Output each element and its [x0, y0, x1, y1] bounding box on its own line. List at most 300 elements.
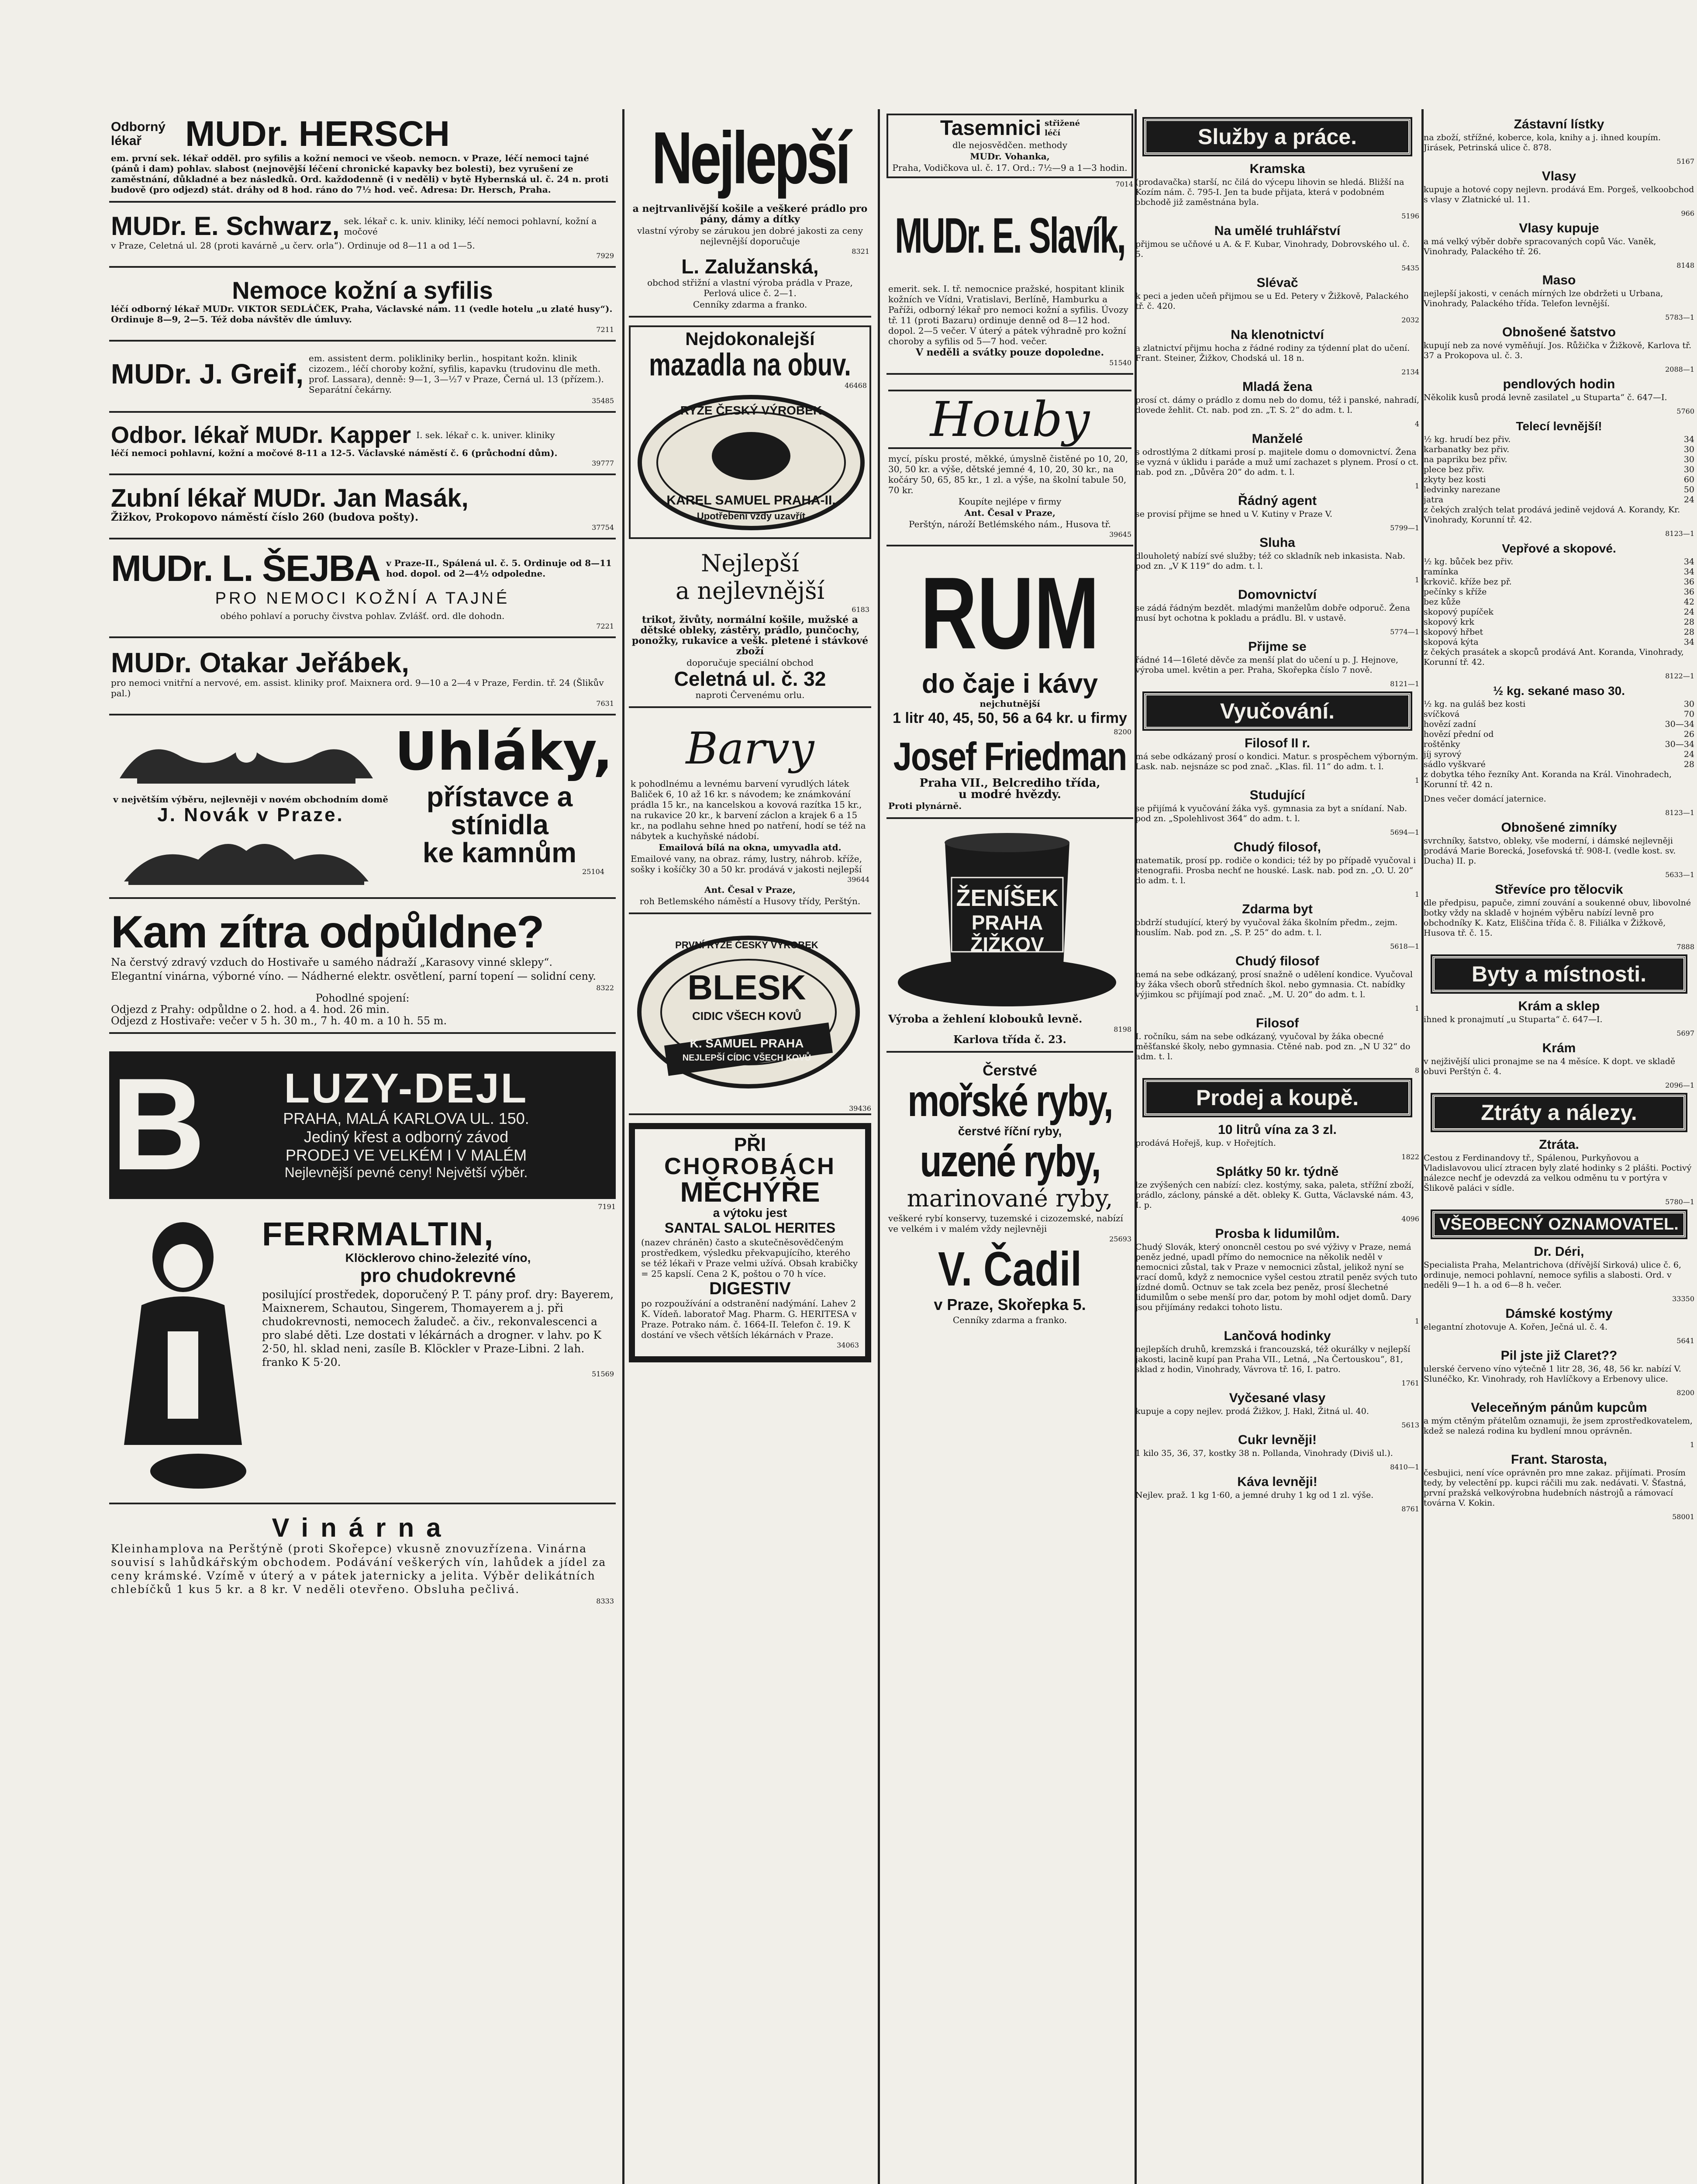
classified-text: v nejživější ulici pronajme se na 4 měsíce. K dopt. ve skladě obuvi Perštýn č. 4.: [1424, 1057, 1676, 1076]
classified-heading: 10 litrů vína za 3 zl.: [1218, 1123, 1337, 1137]
ad-number: 8200: [1114, 728, 1131, 736]
classified-heading: Zástavní lístky: [1514, 117, 1604, 131]
ad-number: 7191: [598, 1203, 616, 1211]
ad-title: Kam zítra odpůldne?: [111, 907, 544, 957]
price-item: hovězí zadní: [1424, 719, 1476, 729]
ad-text: u modré hvězdy.: [959, 788, 1061, 801]
tin-text: K. SAMUEL PRAHA: [690, 1037, 804, 1050]
price-value: 30—34: [1665, 740, 1694, 749]
classified-text: Chudý Slovák, který ononcněl cestou po své výživy v Praze, nemá peněz jedné, upadl přímo do nemocnice na několik neděl v nemocnici zůstal, tak v Praze v nemocnici zůstal, jelikož nyní se vrací domů, když z nemocnice vyšel cestou ztratil peněz svých tuto jízdné domů. Octnuv se tak zcela bez peněz, prosí šlechetné lidumilům o sebe menší pro dar, potom by mohl odjet domů. Dary jsou přijímány redakci tohoto listu.: [1135, 1242, 1418, 1312]
classified-heading: Vlasy: [1542, 169, 1576, 183]
ad-name: Josef Friedman: [893, 734, 1127, 779]
classified-number: 5196: [1401, 212, 1419, 220]
classified-list: [1135, 162, 1419, 688]
classified-number: 1: [1414, 1317, 1419, 1325]
ad-title: a nejlevnější: [675, 577, 825, 605]
price-row: [1424, 567, 1694, 577]
classified-heading: Dámské kostýmy: [1505, 1306, 1613, 1321]
classified-number: 5760: [1676, 407, 1694, 415]
ad-number: 7211: [596, 325, 614, 334]
price-row: [1424, 445, 1694, 455]
ad-text: Výroba a žehlení klobouků levně.: [888, 1013, 1083, 1025]
classified-text: ihned k pronajmutí „u Stuparta“ č. 647—I.: [1424, 1015, 1603, 1024]
ad-number: 8321: [852, 247, 869, 256]
price-item: ramínka: [1424, 567, 1459, 577]
classified-heading: Sluha: [1259, 536, 1295, 550]
price-item: karbanatky bez přiv.: [1424, 445, 1510, 454]
ad-title: Nejlepší: [701, 549, 799, 577]
classified-number: 5613: [1401, 1421, 1419, 1429]
classified-heading: Filosof II r.: [1244, 736, 1310, 750]
price-item: ½ kg. na guláš bez kosti: [1424, 699, 1526, 709]
ad-houby: [886, 383, 1133, 546]
price-row: [1424, 617, 1694, 627]
ad-number: 35485: [592, 397, 614, 405]
price-value: 42: [1683, 597, 1694, 607]
classified-heading: pendlových hodin: [1503, 377, 1615, 391]
ad-title: Barvy: [686, 723, 814, 774]
price-list-number: 8123—1: [1665, 809, 1694, 817]
classified-number: 1: [1414, 1004, 1419, 1013]
classified-text: přijmou se učňové u A. & F. Kubar, Vinohrady, Dobrovského ul. č. 5.: [1135, 239, 1410, 259]
ad-text: Kleinhamplova na Perštýně (proti Skořepce) vkusně znovuzřízena. Vinárna souvisí s lahůdkářským obchodem. Podávání veškerých vín, lahůdek a jídel za ceny krámské. Vzímě v úterý a v pátek jaternicky a jelita. Výběr delikátních chlebíčků 1 kus 5 kr. a 8 kr. V neděli otevřeno. Obsluha pečlivá.: [111, 1542, 607, 1596]
classified-heading: Manželé: [1252, 432, 1303, 446]
classified-heading: Střevíce pro tělocvik: [1495, 882, 1623, 897]
price-list-heading: ½ kg. sekané maso 30.: [1493, 684, 1625, 698]
classified-number: 4096: [1401, 1215, 1419, 1223]
ad-text: Pohodlné spojení:: [315, 992, 410, 1004]
price-row: [1424, 729, 1694, 740]
classified-number: 33350: [1672, 1295, 1694, 1303]
ad-title: Houby: [888, 390, 1131, 449]
classified-number: 8200: [1676, 1389, 1694, 1397]
classified-text: řádné 14—16leté děvče za menší plat do učení u p. J. Hejnove, výroba umel. květin a per. Praha, Skořepka číslo 7 nově.: [1135, 655, 1398, 675]
classified-heading: Na klenotnictví: [1231, 328, 1324, 342]
ad-cadil: [886, 1061, 1133, 1331]
price-item: jatra: [1424, 495, 1444, 505]
classified-text: elegantní zhotovuje A. Kořen, Ječná ul. č. 4.: [1424, 1322, 1608, 1332]
classified-heading: Přijme se: [1248, 639, 1307, 654]
classified-number: 1: [1414, 576, 1419, 584]
ad-hersch: [109, 114, 616, 203]
ad-text: v Praze, Celetná ul. 28 (proti kavárně „u červ. orla“). Ordinuje od 8—11 a od 1—5.: [111, 240, 475, 251]
nurse-illustration-icon: [111, 1218, 255, 1497]
ad-text: obého pohlaví a poruchy čivstva pohlav. Zvlášť. ord. dle dohodn.: [220, 611, 505, 621]
price-row: [1424, 435, 1694, 445]
classified-text: Specialista Praha, Melantrichova (dřívější Sirková) ulice č. 6, ordinuje, nemoci pohlavní, nemoce syfilis a slabosti. Ord. v neděli 9—1 h. a od 6—8 h. večer.: [1424, 1260, 1682, 1290]
ad-text: Perštýn, nároží Betlémského nám., Husova tř.: [909, 519, 1111, 529]
price-row: [1424, 475, 1694, 485]
ad-blesk: [629, 922, 871, 1115]
ad-title: MUDr. E. Slavík,: [895, 208, 1125, 264]
classified-number: 1: [1414, 890, 1419, 898]
classified-heading: Studující: [1249, 788, 1305, 802]
ad-title: RUM: [920, 556, 1100, 670]
ad-title: mazadla na obuv.: [649, 346, 851, 383]
classified-heading: Zdarma byt: [1242, 902, 1313, 916]
classified-text: na zboží, střížné, koberce, kola, knihy a j. ihned koupím. Jirásek, Petrinská ulice č. 878.: [1424, 133, 1661, 152]
ad-title: marinované ryby,: [907, 1185, 1113, 1212]
ad-title: přístavce a: [426, 781, 573, 812]
section-heading: Byty a místnosti.: [1432, 956, 1686, 992]
price-item: pečínky s kříže: [1424, 587, 1487, 597]
column-3: [886, 114, 1133, 2184]
classified-number: 2088—1: [1665, 365, 1694, 373]
classified-list: [1424, 1137, 1694, 1206]
ad-schedule-row: Odjezd z Hostivaře: večer v 5 h. 30 m., 7 h. 40 m. a 10 h. 55 m.: [111, 1015, 447, 1027]
price-list: [1424, 541, 1694, 680]
ad-text: Elegantní vinárna, výborné víno. — Nádherné elektr. osvětlení, parní topení — solidní ceny.: [111, 970, 596, 982]
price-item: svíčková: [1424, 709, 1460, 719]
price-row: [1424, 577, 1694, 587]
ad-text: doporučuje speciální obchod: [686, 657, 814, 668]
ad-text: pro chudokrevné: [360, 1265, 516, 1286]
ad-text: Emailová bílá na okna, umyvadla atd.: [659, 842, 842, 853]
ad-name: J. Novák v Praze.: [157, 804, 344, 826]
classified-heading: Pil jste již Claret??: [1500, 1348, 1618, 1363]
classified-number: 5633—1: [1665, 871, 1694, 879]
price-row: [1424, 750, 1694, 760]
price-row: [1424, 627, 1694, 637]
ad-number: 34063: [837, 1341, 859, 1349]
ad-text: Na čerstvý zdravý vzduch do Hostivaře u samého nádraží „Karasovy vinné sklepy“.: [111, 956, 553, 968]
ad-title: MUDr. L. ŠEJBA: [111, 548, 380, 589]
ad-text: V neděli a svátky pouze dopoledne.: [915, 347, 1104, 358]
ad-name: L. Zalužanská,: [681, 255, 819, 278]
ad-letter: B: [111, 1051, 206, 1197]
classified-number: 8761: [1401, 1505, 1419, 1513]
ad-text: v Praze-II., Spálená ul. č. 5. Ordinuje od 8—11 hod. dopol. od 2—4½ odpoledne.: [386, 558, 612, 579]
ad-vinarna: [109, 1512, 616, 1611]
ad-text: Praha, Vodičkova ul. č. 17. Ord.: 7½—9 a 1—3 hodin.: [892, 162, 1128, 173]
ad-number: 51569: [592, 1370, 614, 1378]
classified-text: nejlepších druhů, kremzská i francouzská, též okurálky v nejlepší jakosti, lacině kupí pan Praha VII., Letná, „Na Čertouskou“, 81, sklad z hodin, Vinohrady, Vávrova tř. 16, I. patro.: [1135, 1344, 1411, 1374]
classified-number: 5799—1: [1390, 524, 1419, 532]
ad-number: 7631: [596, 699, 614, 708]
ad-number: 25104: [582, 867, 604, 876]
price-value: 28: [1683, 617, 1694, 627]
tin-text: Upotřebení vždy uzavřít: [697, 511, 806, 522]
ad-number: 25693: [1109, 1235, 1131, 1243]
price-item: na papriku bez přiv.: [1424, 455, 1507, 464]
price-row: [1424, 465, 1694, 475]
tin-text: RYZE ČESKÝ VÝROBEK: [680, 404, 822, 417]
price-list-number: 8122—1: [1665, 672, 1694, 680]
ad-text: posilující prostředek, doporučený P. T. pány prof. dry: Bayerem, Maixnerem, Schautou, Singerem, Thomayerem a j. při chudokrevnosti, nemocech žaludeč. a čiv., rekonvalescenci a pro slabé děti. Lze dostati v lékárnách a drogner. v lahv. po K 2·50, hl. sklad neni, zasíle B. Klöckler v Praze-Libni. 2 lah. franko K 5·20.: [262, 1288, 614, 1368]
classified-number: 5694—1: [1390, 828, 1419, 836]
ad-text: 1 litr 40, 45, 50, 56 a 64 kr. u firmy: [893, 710, 1127, 726]
classified-heading: Obnošené zimníky: [1501, 820, 1617, 835]
ad-barvy: [629, 716, 871, 914]
classified-heading: Filosof: [1256, 1016, 1299, 1030]
ad-text: Emailové vany, na obraz. rámy, lustry, náhrob. kříže, sošky i košíčky 30 a 50 kr. prodává v jakosti nejlepší: [631, 854, 862, 874]
column-4: [1135, 114, 1419, 2184]
ad-novak: [109, 723, 616, 899]
ad-title: MUDr. J. Greif,: [111, 358, 304, 390]
classified-list: [1135, 736, 1419, 1075]
ad-number: 46468: [845, 381, 867, 390]
price-item: zkyty bez kosti: [1424, 475, 1486, 484]
ad-title: Nejdokonalejší: [685, 328, 815, 349]
ad-text: a nejtrvanlivější košile a veškeré prádlo pro pány, dámy a dítky: [632, 203, 868, 225]
ad-title: do čaje i kávy: [921, 669, 1098, 699]
section-heading: VŠEOBECNÝ OZNAMOVATEL.: [1432, 1211, 1686, 1237]
classified-text: a mým ctěným přátelům oznamuji, že jsem zprostředkovatelem, kdež se nalezá rodina ku bydlení mnou oprávněn.: [1424, 1416, 1693, 1436]
ad-number: 39777: [592, 459, 614, 467]
ad-text: Koupíte nejlépe v firmy: [958, 496, 1062, 507]
ad-text: veškeré rybí konservy, tuzemské i cizozemské, nabízí ve velkém i v malém vždy nejlevněji: [888, 1213, 1123, 1234]
classified-number: 7888: [1676, 943, 1694, 951]
classified-heading: Na umělé truhlářství: [1214, 224, 1341, 238]
classified-number: 1: [1690, 1441, 1694, 1449]
classified-heading: Chudý filosof,: [1234, 840, 1321, 854]
ad-title: Vinárna: [272, 1513, 453, 1542]
price-value: 30—34: [1665, 719, 1694, 729]
classified-heading: Chudý filosof: [1235, 954, 1319, 968]
ad-text: Klöcklerovo chino-železité víno,: [345, 1251, 531, 1265]
price-list-text: Dnes večer domácí jaternice.: [1424, 794, 1546, 804]
ad-text: mycí, písku prosté, měkké, úmyslně čistěné po 10, 20, 30, 50 kr. a výše, dětské jemné 4, 10, 20, 30 kr., na kočáry 50, 65, 85 kr., 1 zl. a výše, na školní tabule 50, 70 kr.: [888, 453, 1128, 495]
price-list: [1424, 419, 1694, 538]
ad-sejba: [109, 547, 616, 638]
tin-text: CIDIC VŠECH KOVŮ: [692, 1009, 801, 1023]
classified-text: a má velký výběr dobře spracovaných copů Vác. Vaněk, Vinohrady, Palackého tř. 26.: [1424, 237, 1656, 256]
price-item: krkovič. kříže bez př.: [1424, 577, 1512, 587]
classified-heading: Lančová hodinky: [1224, 1329, 1331, 1343]
classified-text: obdrží studující, který by vyučoval žáka školním předm., zejm. houslím. Nab. pod zn. „S. P. 25“ do adm. t. l.: [1135, 918, 1398, 937]
ad-text: Čerstvé: [983, 1062, 1037, 1079]
price-value: 30: [1683, 455, 1694, 464]
classified-list: [1424, 1244, 1694, 1521]
classified-text: se přijímá k vyučování žáka vyš. gymnasia za byt a snídaní. Nab. pod zn. „Spolehlivost 364“ do adm. t. l.: [1135, 804, 1407, 823]
ad-nejlepsi-trikot: [629, 547, 871, 708]
ad-text: Nejlevnější pevné ceny! Největší výběr.: [284, 1164, 528, 1180]
price-value: 30: [1683, 699, 1694, 709]
price-value: 34: [1683, 557, 1694, 567]
classified-number: 4: [1414, 420, 1419, 428]
ad-number: 6183: [852, 605, 869, 614]
ad-title: MĚCHÝŘE: [680, 1176, 820, 1208]
classified-number: 966: [1681, 209, 1694, 218]
price-item: skopový hřbet: [1424, 627, 1483, 637]
column-5: [1424, 114, 1694, 2184]
section-heading: Ztráty a nálezy.: [1432, 1095, 1686, 1130]
classified-text: ulerské červeno víno výtečně 1 litr 28, 36, 48, 56 kr. nabízí V. Slunéčko, Kr. Vinohrady, roh Havlíčkovy a Erbenovy ulice.: [1424, 1364, 1681, 1384]
classified-heading: Krám a sklep: [1518, 999, 1600, 1013]
ad-text: a výtoku jest: [713, 1206, 787, 1220]
ad-number: 51540: [1109, 359, 1131, 367]
ad-ferrmaltin: [109, 1215, 616, 1504]
classified-text: svrchníky, šatstvo, obleky, vše moderní, i dámské nejlevněji prodává Marie Borecká, Josefovská tř. 908-I. (vedle kost. sv. Ducha) II. p.: [1424, 836, 1676, 866]
ad-number: 37754: [592, 523, 614, 532]
ad-name: MUDr. Vohanka,: [970, 151, 1050, 162]
classified-heading: Vlasy kupuje: [1519, 221, 1599, 235]
classified-heading: Řádný agent: [1238, 494, 1317, 508]
classified-text: prodává Hořejš, kup. v Hořejtích.: [1135, 1138, 1276, 1148]
ad-title: LUZY-DEJL: [284, 1064, 528, 1112]
ad-title: MUDr. E. Schwarz,: [111, 211, 340, 241]
classified-number: 5697: [1676, 1029, 1694, 1037]
classified-text: s odrostlýma 2 dítkami prosí p. majitele domu o domovnictví. Žena se vyzná v úklidu i paráde a muž umí zachazet s plynem. Prosí o ct. nab. pod zn. „Důvěra 20“ do adm. t. l.: [1135, 447, 1419, 477]
column-1: [109, 114, 616, 2184]
price-value: 34: [1683, 435, 1694, 444]
classified-number: 58001: [1672, 1513, 1694, 1521]
price-item: hovězí přední od: [1424, 729, 1494, 739]
ad-santal: [629, 1123, 871, 1362]
ad-text: SANTAL SALOL HERITES: [664, 1220, 836, 1236]
ad-greif: [109, 349, 616, 413]
ad-title: Tasemnici: [940, 117, 1042, 140]
ad-title: PŘI: [734, 1134, 766, 1155]
price-item: plece bez přiv.: [1424, 465, 1484, 474]
ad-text: emerit. sek. I. tř. nemocnice pražské, hospitant klinik kožních ve Vídni, Vratislavi, Berlíně, Hamburku a Paříži, odborný lékař pro nemoci kožní a syfilis. Úvozy tř. 11 (proti Bazaru) ordinuje denně od 8—12 hod. dopol. 2—5 večer. V úterý a pátek výhradně pro kožní choroby a syfilis od 5—7 hod. večer.: [888, 283, 1128, 346]
price-row: [1424, 607, 1694, 617]
ad-hostivar: [109, 907, 616, 1034]
classified-text: lze zvýšených cen nabízí: clez. kostýmy, saka, paleta, střížní zboží, prádlo, záclony, pánské a dět. obleky K. Gutta, Václavské nám. 43, I. p.: [1135, 1180, 1414, 1210]
price-item: ½ kg. hrudí bez přiv.: [1424, 435, 1511, 444]
ad-line: PRO NEMOCI KOŽNÍ A TAJNÉ: [215, 589, 510, 608]
classified-heading: Dr. Déri,: [1534, 1244, 1584, 1259]
ad-text: Cenníky zdarma a franko.: [952, 1315, 1067, 1325]
classified-text: česbujici, není více oprávněn pro mne zakaz. přijímati. Prosím tedy, by velectění pp. kupci ráčili mu zak. nedávati. V. Šťastná, první pražská velkovýrobna hudebních nástrojů a rámovací továrna V. Kokin.: [1424, 1468, 1687, 1508]
classified-text: prosí ct. dámy o prádlo z domu neb do domu, též i panské, nahradí, dovede žehlit. Ct. nab. pod zn. „T. S. 2“ do adm. t. l.: [1135, 395, 1419, 415]
section-heading: Vyučování.: [1144, 693, 1411, 729]
ad-number: 7929: [596, 252, 614, 260]
ad-number: 8322: [596, 984, 614, 992]
price-item: sádlo vyškvaré: [1424, 760, 1486, 769]
ad-text: nejchutnější: [980, 698, 1040, 709]
classified-text: (prodavačka) starší, nc čilá do výcepu lihovin se hledá. Bližší na Kozím nám. č. 795-I. Jen ta bude přijata, která v podobném obchodě již zaměstnána byla.: [1135, 177, 1404, 207]
classified-number: 2134: [1401, 368, 1419, 376]
price-list-number: 8123—1: [1665, 529, 1694, 538]
price-value: 30: [1683, 465, 1694, 474]
classified-heading: Prosba k lidumilům.: [1215, 1227, 1340, 1241]
ad-text: po rozpoužívání a odstranění nadýmání. Lahev 2 K. Vídeň. laboratoř Mag. Pharm. G. HERITESA v Praze. Potrako nám. č. 1664-II. Telefon č. 19. K dostání ve všech větších lékárnách v Praze.: [641, 1298, 857, 1340]
tin-illustration: [633, 390, 867, 535]
ad-text: dle nejosvědčen. methody: [952, 140, 1068, 150]
price-item: roštěnky: [1424, 740, 1460, 749]
price-row: [1424, 597, 1694, 607]
classified-heading: Kramska: [1249, 162, 1305, 176]
ad-schwarz: [109, 211, 616, 268]
classified-text: má sebe odkázaný prosí o kondici. Matur. s prospěchem výborným. Lask. nab. nejsnáze sc pod znač. „Klas. fil. 11“ do adm. t. l.: [1135, 752, 1418, 771]
price-row: [1424, 699, 1694, 709]
classified-heading: Káva levněji!: [1237, 1475, 1318, 1489]
classified-heading: Maso: [1542, 273, 1576, 287]
ad-text: naproti Červenému orlu.: [695, 690, 805, 700]
ad-text: (nazev chráněn) často a skutečněsovědčeným prostředkem, výsledku překvapujícího, kterého se též lékaři v Praze velmi užívá. Obsah krabičky = 25 kapslí. Cena 2 K, poštou o 70 h více.: [641, 1237, 858, 1279]
classified-number: 2096—1: [1665, 1081, 1694, 1089]
classified-text: kupují neb za nové vyměňují. Jos. Růžička v Žižkově, Karlova tř. 37 a Prokopova ul. č. 3.: [1424, 341, 1692, 360]
hat-text: ŽENÍŠEK: [956, 885, 1059, 911]
ad-title: Uhláky,: [395, 723, 613, 782]
price-row: [1424, 760, 1694, 770]
ad-text: Žižkov, Prokopovo náměstí číslo 260 (budova pošty).: [111, 511, 419, 523]
price-value: 26: [1683, 729, 1694, 739]
ad-title: Odbor. lékař MUDr. Kapper: [111, 422, 411, 448]
ad-name: Ant. Česal v Praze,: [964, 508, 1055, 518]
ad-text: Karlova třída č. 23.: [953, 1033, 1066, 1046]
price-value: 34: [1683, 637, 1694, 647]
classified-text: Nejlev. praž. 1 kg 1·60, a jemné druhy 1 kg od 1 zl. výše.: [1135, 1490, 1374, 1500]
price-list-text: z čekých prasátek a skopců prodává Ant. Koranda, Vinohrady, Korunní tř. 42.: [1424, 647, 1684, 667]
ad-text: k pohodlnému a levnému barvení vyrudlých látek Baliček 6, 10 až 16 kr. s návodem; ke známkování prádla 15 kr., na kancelskou a kovová razítka 15 kr., na rukavice 20 kr., k barvení záclon a krajek 6 a 15 kr., na podlahu sehne hned po natření, hodí se též na nábytek a kuchyňské nádobí.: [631, 778, 866, 841]
price-row: [1424, 719, 1694, 729]
classified-text: se provisí přijme se hned u V. Kutiny v Praze V.: [1135, 509, 1333, 519]
ad-title: Zubní lékař MUDr. Jan Masák,: [111, 484, 469, 512]
ad-number: 39436: [849, 1104, 871, 1113]
classified-heading: Frant. Starosta,: [1511, 1452, 1607, 1467]
classified-heading: Splátky 50 kr. týdně: [1216, 1165, 1339, 1179]
classified-number: 1: [1414, 776, 1419, 784]
price-row: [1424, 495, 1694, 505]
ad-title: ke kamnům: [422, 837, 577, 868]
ad-name: Ant. Česal v Praze,: [704, 885, 796, 895]
hat-text: PRAHA: [971, 911, 1043, 934]
classified-number: 5774—1: [1390, 628, 1419, 636]
classified-number: 1: [1414, 482, 1419, 490]
price-value: 36: [1683, 577, 1694, 587]
ad-title: MUDr. HERSCH: [185, 114, 450, 154]
ad-text: léčí nemoci pohlavní, kožní a močové 8-11 a 12-5. Václavské náměstí č. 6 (průchodní dům).: [111, 448, 558, 458]
price-row: [1424, 637, 1694, 647]
classified-heading: Cukr levněji!: [1238, 1433, 1317, 1447]
ad-title: Nejlepší: [652, 116, 848, 199]
tin-text: PRVNÍ RYZE ČESKÝ VÝROBEK: [675, 940, 818, 950]
ad-title: MUDr. Otakar Jeřábek,: [111, 647, 409, 678]
ad-number: 8333: [596, 1597, 614, 1605]
price-item: ledvinky narezane: [1424, 485, 1500, 494]
classified-number: 1761: [1401, 1379, 1419, 1387]
classified-list: [1424, 117, 1694, 415]
classified-heading: Krám: [1542, 1041, 1576, 1055]
ad-nejlepsi-pradlo: [629, 114, 871, 318]
classified-number: 5435: [1401, 264, 1419, 272]
ad-mazadla: [629, 325, 871, 539]
classified-number: 5780—1: [1665, 1198, 1694, 1206]
price-list: [1424, 684, 1694, 817]
classified-number: 8148: [1676, 261, 1694, 270]
ad-title: mořské ryby,: [907, 1076, 1112, 1126]
ad-title: FERRMALTIN,: [262, 1216, 494, 1253]
classified-text: se zádá řádným bezdět. mladými manželům dobře odporuč. Žena musí byt ochotna k pokladu a prádlu. Bl. v ustavě.: [1135, 603, 1411, 623]
ad-kapper: [109, 421, 616, 475]
ad-vohanka: [886, 114, 1133, 178]
coal-scuttle-ornament-icon: [111, 726, 382, 791]
ad-text: roh Betlemského náměstí a Husovy třídy, Perštýn.: [639, 896, 861, 906]
column-rule: [878, 109, 880, 2184]
classified-number: 2032: [1401, 316, 1419, 324]
classified-text: I. ročníku, sám na sebe odkázaný, vyučoval by žáka obecné měšťanské školy, nebo gymnasia. Ctěné nab. pod zn. „N U 32“ do adm. t. l.: [1135, 1032, 1411, 1061]
classified-text: nemá na sebe odkázaný, prosí snažně o udělení kondice. Vyučoval by žáka všech oborů středních škol. nebo gymnasia. Ct. nabídky výjimkou sc přijímají pod znač. „M. U. 20“ do adm. t. l.: [1135, 970, 1413, 999]
classified-text: k peci a jeden učeň přijmou se u Ed. Petery v Žižkově, Palackého tř. č. 420.: [1135, 291, 1409, 311]
classified-text: dle předpisu, papuče, zimní zouvání a soukenné obuv, libovolné botky vždy na skladě v hojném výběru nabízí levně pro obchodníky K. Katz, Eliščina třída č. 8. Filiálka v Žižkově, Husova tř. č. 15.: [1424, 898, 1691, 938]
ad-text: em. první sek. lékař odděl. pro syfilis a kožní nemoci ve všeob. nemocn. v Praze, léčí nemoci tajné (pánů i dam) pohlav. slabost (nejnovější léčení chronické kapavky bez bolesti), bez vyrušení ze zaměstnání, důkladné a bez následků. Ord. každodenně (i v neděli) v bytě Hybernská ul. č. 24 n. proti budově (pro odjezd) stát. dráhy od 8 hod. ráno do 7½ hod. več. Adresa: Dr. Hersch, Praha.: [111, 153, 609, 195]
ad-number: 39645: [1109, 530, 1131, 539]
price-row: [1424, 587, 1694, 597]
ad-text: v největším výběru, nejlevněji v novém obchodním domě: [113, 794, 388, 805]
classified-heading: Veleceňným pánům kupcům: [1471, 1400, 1647, 1415]
price-value: 34: [1683, 567, 1694, 577]
ad-title: DIGESTIV: [709, 1279, 791, 1298]
classified-heading: Ztráta.: [1539, 1137, 1579, 1152]
ad-jerabek: [109, 646, 616, 715]
ad-text: vlastní výroby se zárukou jen dobré jakosti za ceny nejlevnější doporučuje: [637, 225, 863, 246]
price-value: 28: [1683, 627, 1694, 637]
ad-text: trikot, živůty, normální košile, mužské a dětské obleky, zástěry, prádlo, punčochy, ponožky, rukavice a vešk. pletené i stávkové zboží: [631, 614, 869, 657]
classified-number: 1822: [1401, 1153, 1419, 1161]
classified-text: Cestou z Ferdinandovy tř., Spálenou, Purkyňovou a Vladislavovou ulicí ztracen byly zlaté hodinky s 2 plášti. Poctivý nálezce nechť je odevzdá za velkou odměnu tu v portýra v Šlikově paláci v sídle.: [1424, 1153, 1692, 1193]
